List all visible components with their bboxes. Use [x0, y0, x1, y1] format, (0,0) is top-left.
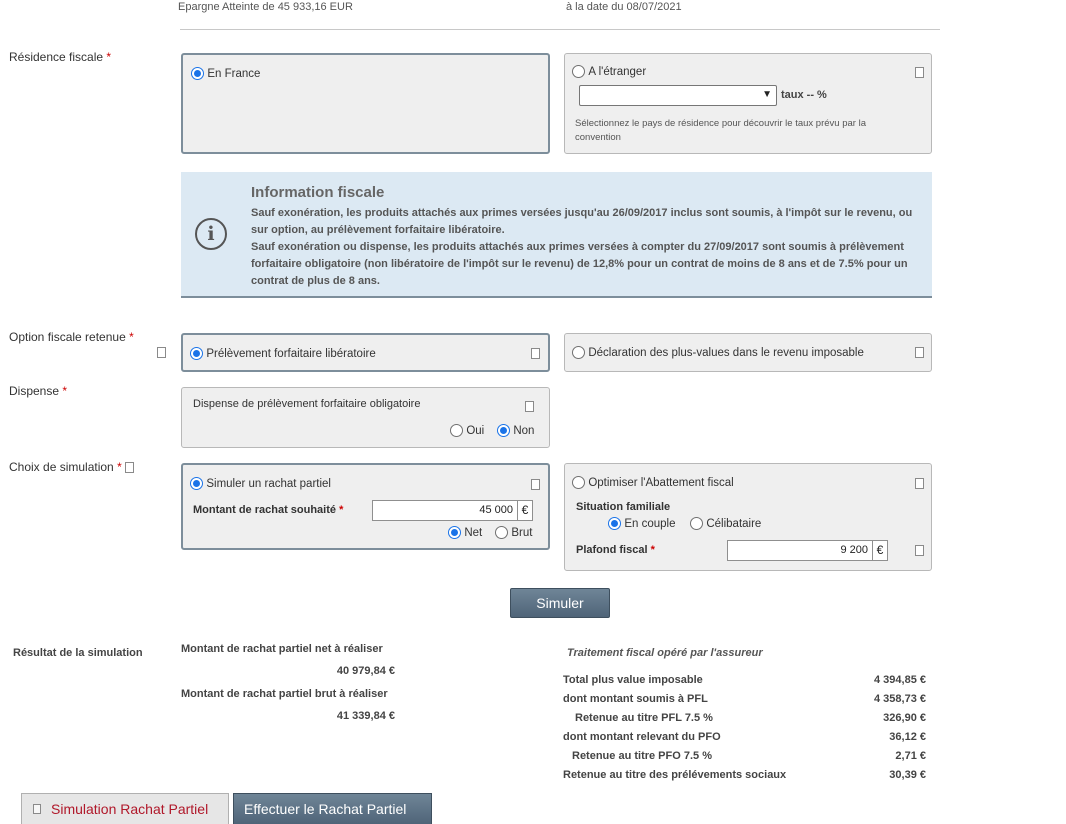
tab-effectuer-rachat[interactable]	[233, 793, 432, 824]
epargne-text: Epargne Atteinte de 45 933,16 EUR	[178, 1, 353, 13]
option-declaration-box[interactable]	[564, 333, 932, 372]
simuler-button[interactable]: Simuler	[510, 588, 610, 618]
montant-currency: €	[517, 500, 533, 521]
result-row-value: 326,90 €	[883, 712, 926, 724]
residence-label: Résidence fiscale *	[9, 50, 112, 64]
tab-effectuer-label: Effectuer le Rachat Partiel	[244, 801, 407, 817]
choix-label: Choix de simulation *	[9, 460, 122, 474]
help-icon[interactable]	[915, 478, 924, 489]
dispense-title: Dispense de prélèvement forfaitaire obligatoire	[193, 398, 421, 410]
help-icon[interactable]	[125, 462, 134, 473]
montant-input[interactable]: 45 000	[372, 500, 518, 521]
residence-etranger-radio[interactable]	[572, 65, 585, 78]
date-text: à la date du 08/07/2021	[566, 1, 682, 13]
dispense-non-radio[interactable]	[497, 424, 510, 437]
pays-select[interactable]	[579, 85, 777, 106]
help-icon[interactable]	[525, 401, 534, 412]
result-row-label: dont montant soumis à PFL	[563, 693, 708, 705]
montant-net-radio[interactable]	[448, 526, 461, 539]
tab-simulation-rachat[interactable]	[21, 793, 229, 824]
plafond-input[interactable]: 9 200	[727, 540, 873, 561]
result-row-label: Retenue au titre PFL 7.5 %	[575, 712, 713, 724]
info-para-1: Sauf exonération, les produits attachés aux primes versées jusqu'au 26/09/2017 inclus sont soumis, à l'impôt sur le revenu, ou sur option, au prélèvement forfaitaire libératoire.	[251, 207, 913, 236]
montant-net-label: Net	[464, 526, 483, 539]
residence-france-label: En France	[207, 67, 261, 80]
situation-celibataire-label: Célibataire	[706, 517, 762, 530]
residence-france-box[interactable]	[181, 53, 550, 154]
dispense-box	[181, 387, 550, 448]
help-icon[interactable]	[915, 347, 924, 358]
info-title: Information fiscale	[251, 184, 385, 201]
dispense-oui-label: Oui	[466, 424, 485, 437]
result-row-value: 2,71 €	[895, 750, 926, 762]
residence-france-radio[interactable]	[191, 67, 204, 80]
chevron-down-icon: ▼	[762, 89, 772, 100]
option-label: Option fiscale retenue *	[9, 330, 134, 344]
result-row-value: 4 394,85 €	[874, 674, 926, 686]
situation-celibataire-radio[interactable]	[690, 517, 703, 530]
choix-rachat-radio[interactable]	[190, 477, 203, 490]
info-fiscale-panel	[181, 172, 932, 298]
info-para-2: Sauf exonération ou dispense, les produits attachés aux primes versées à compter du 27/09/2017 sont soumis à prélèvement forfaitaire obligatoire (non libératoire de l'impôt sur le revenu) de 12,8% pour un contrat de moins de 8 ans et de 7.5% pour un contrat de plus de 8 ans.	[251, 241, 908, 287]
plafond-currency: €	[872, 540, 888, 561]
situation-label: Situation familiale	[576, 501, 671, 513]
situation-couple-label: En couple	[624, 517, 676, 530]
info-body	[251, 205, 921, 290]
montant-brut-radio[interactable]	[495, 526, 508, 539]
residence-note: Sélectionnez le pays de résidence pour découvrir le taux prévu par la convention	[575, 118, 866, 143]
help-icon	[33, 804, 41, 814]
option-pfl-radio[interactable]	[190, 347, 203, 360]
option-declaration-radio[interactable]	[572, 346, 585, 359]
result-row-value: 4 358,73 €	[874, 693, 926, 705]
help-icon[interactable]	[531, 348, 540, 359]
tab-simulation-label: Simulation Rachat Partiel	[51, 801, 209, 817]
choix-optimiser-radio[interactable]	[572, 476, 585, 489]
result-row-value: 36,12 €	[889, 731, 926, 743]
dispense-oui-radio[interactable]	[450, 424, 463, 437]
divider	[180, 29, 940, 30]
help-icon[interactable]	[157, 347, 166, 358]
result-row-value: 30,39 €	[889, 769, 926, 781]
result-row-label: Total plus value imposable	[563, 674, 703, 686]
dispense-non-label: Non	[513, 424, 535, 437]
result-row-label: Retenue au titre PFO 7.5 %	[572, 750, 712, 762]
resultat-label: Résultat de la simulation	[13, 647, 143, 659]
choix-rachat-box[interactable]	[181, 463, 550, 550]
brut-label: Montant de rachat partiel brut à réaliser	[181, 688, 388, 700]
traitement-title: Traitement fiscal opéré par l'assureur	[567, 647, 763, 659]
choix-rachat-label: Simuler un rachat partiel	[206, 477, 331, 490]
dispense-label: Dispense *	[9, 384, 68, 398]
info-circle-icon: i	[195, 218, 227, 250]
residence-etranger-label: A l'étranger	[588, 65, 647, 78]
choix-optimiser-label: Optimiser l'Abattement fiscal	[588, 476, 734, 489]
result-row-label: dont montant relevant du PFO	[563, 731, 721, 743]
help-icon[interactable]	[531, 479, 540, 490]
montant-brut-label: Brut	[511, 526, 533, 539]
montant-label: Montant de rachat souhaité *	[193, 504, 344, 516]
residence-etranger-box[interactable]	[564, 53, 932, 154]
option-pfl-label: Prélèvement forfaitaire libératoire	[206, 347, 376, 360]
option-pfl-box[interactable]	[181, 333, 550, 372]
choix-optimiser-box[interactable]	[564, 463, 932, 571]
brut-value: 41 339,84 €	[336, 710, 395, 722]
situation-couple-radio[interactable]	[608, 517, 621, 530]
help-icon[interactable]	[915, 67, 924, 78]
result-row-label: Retenue au titre des prélévements sociaux	[563, 769, 787, 781]
plafond-label: Plafond fiscal *	[576, 544, 655, 556]
net-value: 40 979,84 €	[336, 665, 395, 677]
help-icon[interactable]	[915, 545, 924, 556]
taux-label: taux -- %	[781, 89, 827, 101]
option-declaration-label: Déclaration des plus-values dans le revenu imposable	[588, 346, 864, 359]
net-label: Montant de rachat partiel net à réaliser	[181, 643, 383, 655]
